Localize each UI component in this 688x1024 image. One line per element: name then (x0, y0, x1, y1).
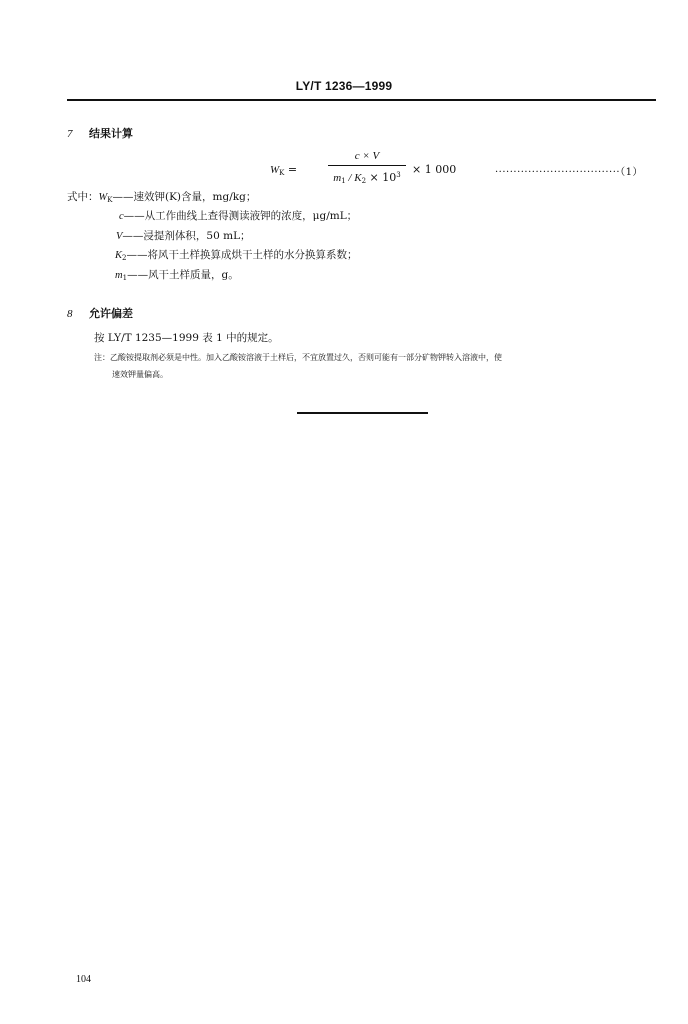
end-of-standard-rule (297, 412, 428, 414)
where-desc: ——速效钾(K)含量，mg/kg； (112, 191, 257, 203)
den-exponent: 3 (396, 171, 401, 179)
where-item-c (119, 209, 357, 226)
section-7-title: 结果计算 (89, 127, 133, 140)
section-8-title: 允许偏差 (89, 307, 133, 320)
leader-dots: ·································· (495, 167, 621, 178)
formula-multiplier: × 1 000 (412, 163, 457, 176)
section-8-number: 8 (67, 308, 73, 320)
formula-lhs (270, 163, 297, 177)
note-line-1: 注：乙酸铵提取剂必须是中性。加入乙酸铵溶液于土样后，不宜放置过久，否则可能有一部分矿物钾转入溶液中，使 (94, 353, 502, 362)
where-item-v (116, 229, 251, 246)
formula-equals: = (287, 163, 298, 176)
where-symbol: V (116, 231, 123, 242)
formula-lhs-subscript: K (279, 169, 285, 177)
note-line-2: 速效钾量偏高。 (112, 370, 168, 379)
den-m-subscript: 1 (341, 177, 346, 185)
where-lead: 式中： (67, 191, 99, 203)
formula-number: （1） (620, 167, 643, 178)
den-m: m (333, 172, 342, 184)
den-k-subscript: 2 (361, 177, 367, 185)
where-desc: ——浸提剂体积，50 mL； (122, 230, 251, 242)
standard-code-header: LY/T 1236—1999 (295, 79, 393, 93)
where-symbol-subscript: K (107, 196, 113, 204)
formula-number-leader (495, 163, 643, 178)
where-symbol-subscript: 1 (122, 274, 128, 282)
where-symbol: W (98, 192, 108, 203)
section-7-heading (67, 125, 133, 141)
where-symbol: m (115, 270, 123, 281)
where-symbol-subscript: 2 (122, 254, 127, 262)
formula-fraction (328, 150, 406, 185)
fraction-bar (328, 165, 406, 166)
section-8-text: 按 LY/T 1235—1999 表 1 中的规定。 (94, 332, 279, 344)
den-k: / K (345, 172, 362, 184)
where-symbol: K (115, 250, 123, 261)
where-item-m1 (115, 268, 239, 285)
where-item-k2 (115, 248, 357, 265)
formula-denominator (328, 169, 406, 185)
header-rule (67, 99, 656, 101)
formula-lhs-symbol: W (270, 164, 280, 176)
where-symbol: c (119, 211, 124, 222)
den-tail: × 10 (366, 171, 397, 184)
where-desc: ——风干土样质量，g。 (127, 269, 239, 281)
formula-numerator: c × V (354, 150, 380, 162)
section-7-number: 7 (67, 128, 73, 140)
where-item-wk (67, 190, 256, 207)
where-desc: ——将风干土样换算成烘干土样的水分换算系数； (126, 249, 358, 261)
page-number: 104 (76, 974, 91, 985)
section-8-heading (67, 305, 133, 321)
where-desc: ——从工作曲线上查得测读液钾的浓度，μg/mL； (123, 210, 358, 222)
